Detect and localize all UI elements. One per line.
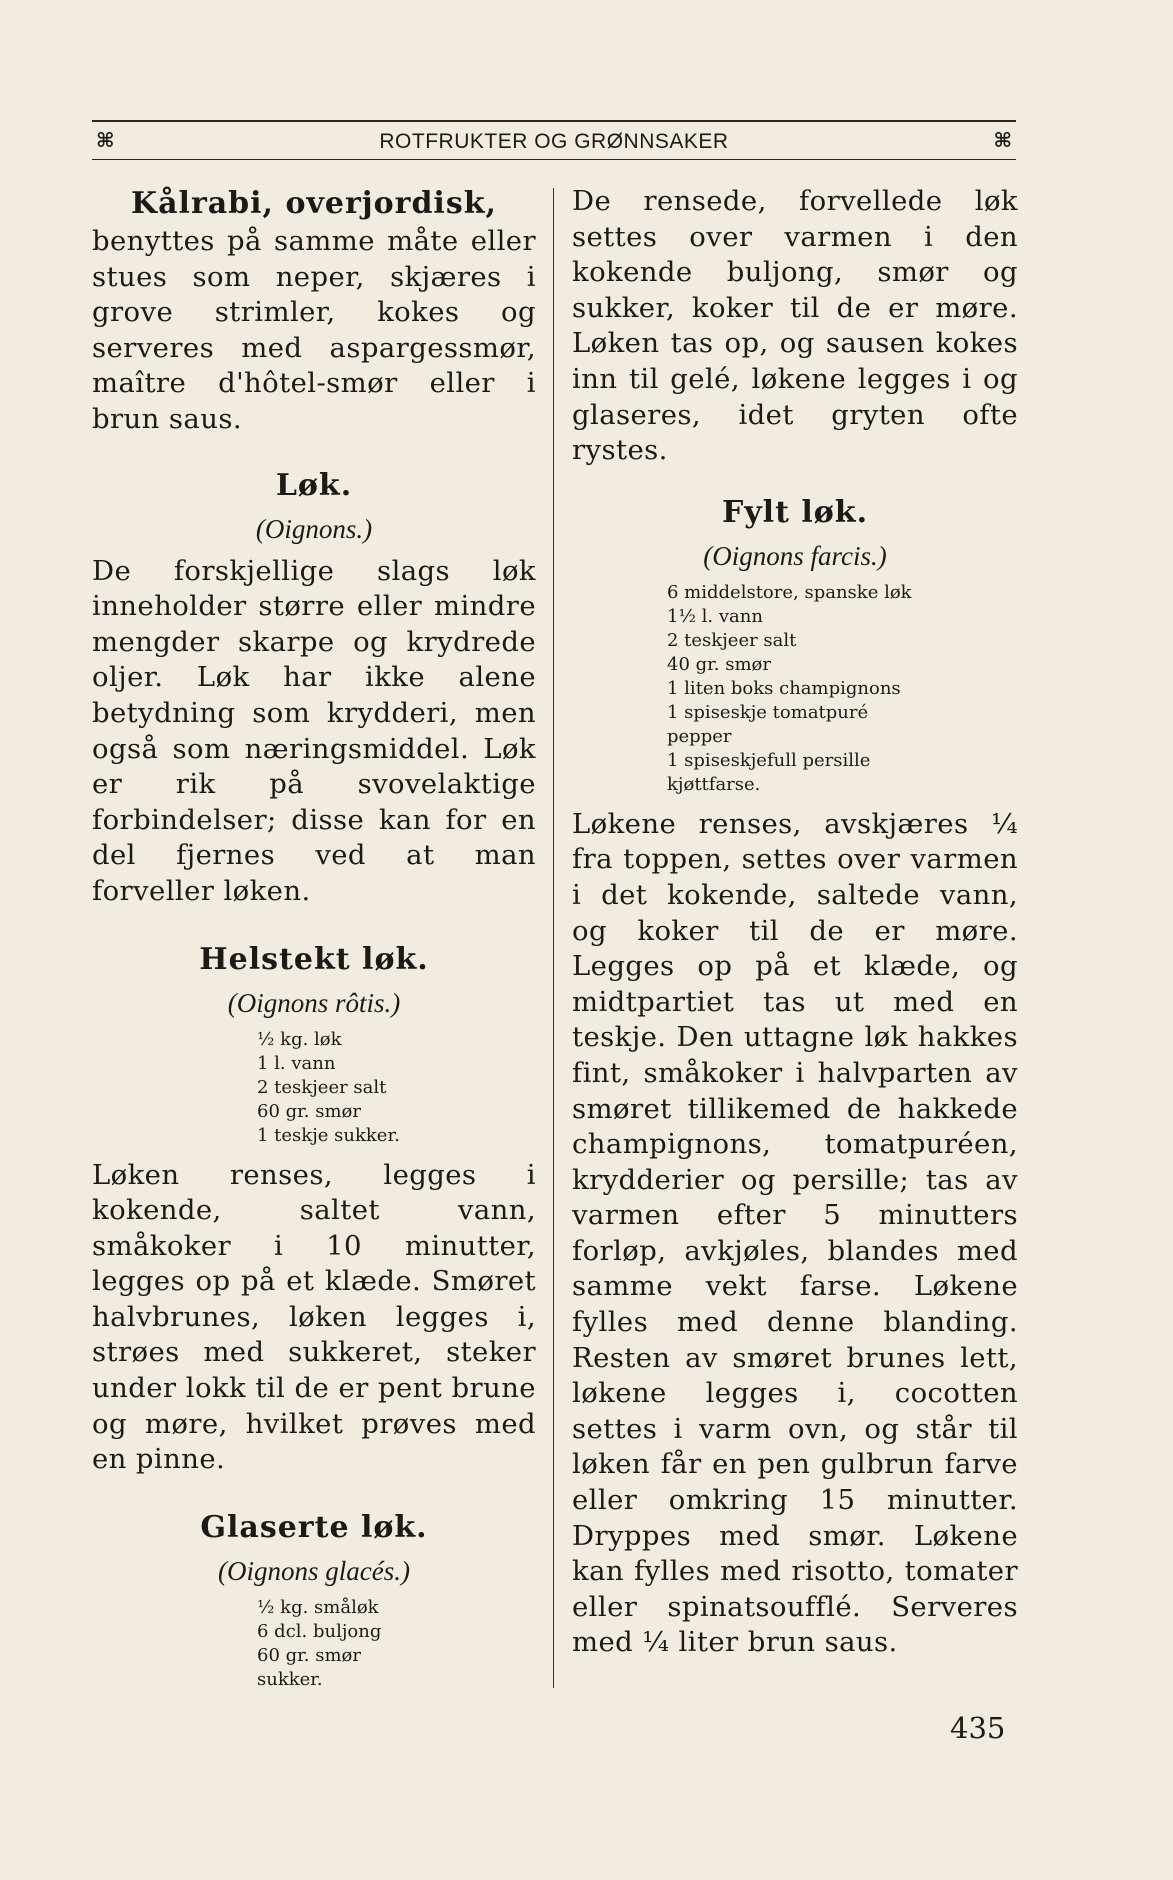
ingredient-item: 6 middelstore, spanske løk bbox=[667, 581, 912, 603]
ingredient-item: 2 teskjeer salt bbox=[257, 1076, 387, 1098]
recipe-glaserte-continued bbox=[572, 184, 1018, 469]
ingredient-item: 60 gr. smør bbox=[257, 1100, 361, 1122]
column-divider bbox=[553, 188, 554, 1688]
recipe-text: Løkene renses, avskjæres ¼ fra toppen, settes over varmen i det kokende, saltede vann, og koker til de er møre. Legges op på et klæde, og midtpartiet tas ut med en teskje. Den uttagne løk hakkes fint, småkoker i halvparten av smøret tillikemed de hakkede champignons, tomatpuréen, krydderier og persille; tas av varmen efter 5 minutters forløp, avkjøles, blandes med samme vekt farse. Løkene fylles med denne blanding. Resten av smøret brunes lett, løkene legges i, cocotten settes i varm ovn, og står til løken får en pen gulbrun farve eller omkring 15 minutter. Dryppes med smør. Løkene kan fylles med risotto, tomater eller spinatsoufflé. Serveres med ¼ liter brun saus. bbox=[572, 807, 1018, 1659]
ingredient-item: 60 gr. smør bbox=[257, 1644, 361, 1666]
ingredient-item: 1 liten boks champignons bbox=[667, 677, 901, 699]
section-lok bbox=[92, 466, 536, 910]
running-title: ROTFRUKTER OG GRØNNSAKER bbox=[379, 130, 729, 153]
ingredient-item: 1 l. vann bbox=[257, 1052, 336, 1074]
ingredient-item: ½ kg. småløk bbox=[257, 1596, 379, 1618]
recipe-heading: Helstekt løk. bbox=[199, 941, 429, 977]
ingredient-item: 6 dcl. buljong bbox=[257, 1620, 382, 1642]
recipe-text: Løken renses, legges i kokende, saltet vann, småkoker i 10 minutter, legges op på et klæde. Smøret halvbrunes, løken legges i, strøes med sukkeret, steker under lokk til de er pent brune og møre, hvilket prøves med en pinne. bbox=[92, 1158, 536, 1476]
running-header bbox=[92, 120, 1016, 160]
recipe-fylt-lok bbox=[572, 493, 1018, 1661]
ingredient-list bbox=[92, 1596, 536, 1692]
ingredient-list bbox=[92, 1028, 536, 1148]
ingredient-item: ½ kg. løk bbox=[257, 1028, 342, 1050]
ingredient-item: pepper bbox=[667, 725, 732, 747]
recipe-heading: Kålrabi, overjordisk, bbox=[131, 186, 497, 221]
recipe-kalrabi bbox=[92, 184, 536, 438]
left-column bbox=[92, 184, 536, 1702]
recipe-text: De rensede, forvellede løk settes over varmen i den kokende buljong, smør og sukker, koker til de er møre. Løken tas op, og sausen kokes inn til gelé, løkene legges i og glaseres, idet gryten ofte rystes. bbox=[572, 185, 1018, 467]
french-name: (Oignons rôtis.) bbox=[227, 987, 401, 1018]
ingredient-item: 1 spiseskje tomatpuré bbox=[667, 701, 869, 723]
ingredient-list bbox=[572, 581, 1018, 797]
french-name: (Oignons glacés.) bbox=[218, 1555, 410, 1586]
ingredient-item: sukker. bbox=[257, 1668, 323, 1690]
recipe-helstekt-lok bbox=[92, 940, 536, 1478]
french-name: (Oignons farcis.) bbox=[703, 540, 887, 571]
ingredient-item: 1½ l. vann bbox=[667, 605, 763, 627]
recipe-heading: Løk. bbox=[275, 467, 353, 503]
recipe-glaserte-lok bbox=[92, 1508, 536, 1692]
ornament-left-icon: ⌘ bbox=[96, 128, 115, 152]
page-number: 435 bbox=[950, 1711, 1006, 1745]
ornament-right-icon: ⌘ bbox=[993, 128, 1012, 152]
recipe-heading: Fylt løk. bbox=[721, 494, 869, 530]
ingredient-item: kjøttfarse. bbox=[667, 773, 761, 795]
right-column bbox=[572, 184, 1018, 1661]
recipe-text: De forskjellige slags løk inneholder større eller mindre mengder skarpe og krydrede oljer. Løk har ikke alene betydning som krydderi, men også som næringsmiddel. Løk er rik på svovelaktige forbindelser; disse kan for en del fjernes ved at man forveller løken. bbox=[92, 554, 536, 907]
ingredient-item: 2 teskjeer salt bbox=[667, 629, 797, 651]
ingredient-item: 1 teskje sukker. bbox=[257, 1124, 400, 1146]
recipe-text: benyttes på samme måte eller stues som neper, skjæres i grove strimler, kokes og serveres med aspargessmør, maître d'hôtel-smør eller i brun saus. bbox=[92, 225, 536, 435]
french-name: (Oignons.) bbox=[255, 513, 373, 544]
recipe-heading: Glaserte løk. bbox=[200, 1509, 428, 1545]
ingredient-item: 1 spiseskjefull persille bbox=[667, 749, 871, 771]
ingredient-item: 40 gr. smør bbox=[667, 653, 771, 675]
